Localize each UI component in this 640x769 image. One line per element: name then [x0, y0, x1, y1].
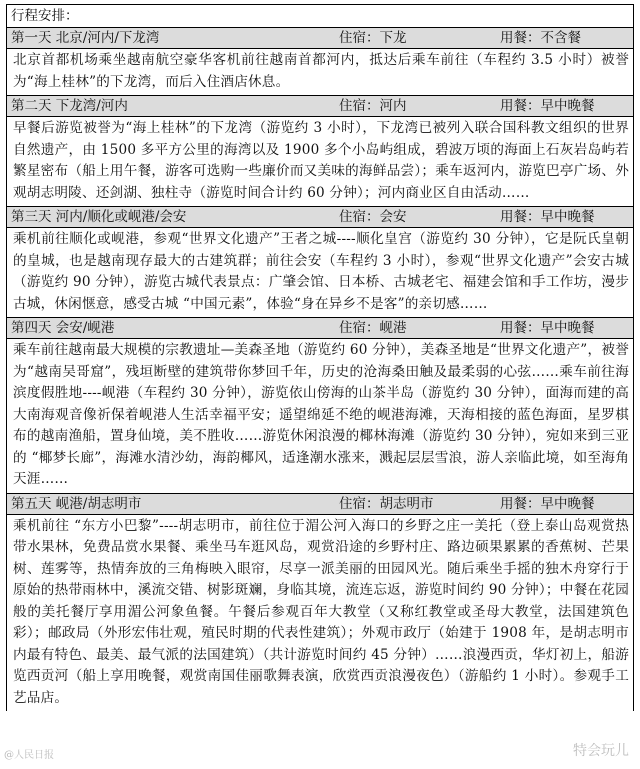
day-accommodation: 住宿：河内 [339, 98, 407, 114]
day-meals: 用餐：不含餐 [500, 30, 581, 46]
day-section [6, 95, 634, 206]
day-description-text: 北京首都机场乘坐越南航空豪华客机前往越南首都河内，抵达后乘车前往（车程约 3.5 小时）被誉为“海上桂林”的下龙湾，而后入住酒店休息。 [13, 52, 629, 90]
day-description-text: 早餐后游览被誉为“海上桂林”的下龙湾（游览约 3 小时），下龙湾已被列入联合国科教文组织的世界自然遗产，由 1500 多平方公里的海湾以及 1900 多个小岛屿组成，碧波万顷的海面上石灰岩岛屿若繁星密布（船上用午餐，游客可选购一些廉价而又美味的海鲜品尝）；乘车返河内，游览巴亭广场、外观胡志明陵、还剑湖、独柱寺（游览时间合计约 60 分钟）；河内商业区自由活动…… [13, 120, 629, 201]
itinerary-title: 行程安排： [6, 4, 634, 27]
day-description [6, 49, 634, 95]
day-header [6, 317, 634, 339]
day-section [6, 206, 634, 317]
day-description-text: 乘车前往越南最大规模的宗教遗址—美森圣地（游览约 60 分钟），美森圣地是“世界文化遗产”，被誉为“越南吴哥窟”，残垣断壁的建筑带你梦回千年，历史的沧海桑田触及最柔弱的心弦……乘车前往海滨度假胜地----岘港（车程约 30 分钟），游览依山傍海的山茶半岛（游览约 30 分钟），面海而建的高大南海观音像祈保着岘港人生活幸福平安；遥望绵延不绝的岘港海滩，天海相接的蓝色海面，星罗棋布的越南渔船，置身仙境，美不胜收……游览休闲浪漫的椰林海滩（游览约 30 分钟），宛如来到三亚的 “椰梦长廊”，海滩水清沙幼，海韵椰风，适逢潮水涨来，溅起层层雪浪，游人亲临此境，如至海角天涯…… [13, 342, 629, 487]
day-title: 第四天 会安/岘港 [11, 320, 115, 336]
day-meals: 用餐：早中晚餐 [500, 209, 595, 225]
day-meals: 用餐：早中晚餐 [500, 98, 595, 114]
day-title: 第一天 北京/河内/下龙湾 [11, 30, 160, 46]
day-title: 第五天 岘港/胡志明市 [11, 495, 142, 512]
day-accommodation: 住宿：会安 [339, 209, 407, 225]
day-description-text: 乘机前往顺化或岘港，参观“世界文化遗产”王者之城----顺化皇宫（游览约 30 分钟），它是阮氏皇朝的皇城，也是越南现存最大的古建筑群；前往会安（车程约 3 小时），参观“世界文化遗产”会安古城（游览约 90 分钟），游览古城代表景点：广肇会馆、日本桥、古城老宅、福建会馆和手工作坊，漫步古城，休闲惬意，感受古城 “中国元素”，体验“身在异乡不是客”的亲切感…… [13, 231, 629, 312]
day-description [6, 228, 634, 317]
day-title: 第二天 下龙湾/河内 [11, 98, 128, 114]
day-section [6, 317, 634, 493]
day-accommodation: 住宿：岘港 [339, 320, 407, 336]
day-meals: 用餐：早中晚餐 [500, 320, 595, 336]
itinerary-table [6, 4, 634, 711]
day-description [6, 515, 634, 712]
day-title: 第三天 河内/顺化或岘港/会安 [11, 209, 187, 225]
day-accommodation: 住宿：下龙 [339, 30, 407, 46]
day-section [6, 493, 634, 712]
day-accommodation: 住宿：胡志明市 [339, 495, 434, 512]
day-description-text: 乘机前往 “东方小巴黎”----胡志明市，前往位于湄公河入海口的乡野之庄一美托（登上泰山岛观赏热带水果林，免费品赏水果餐、乘坐马车逛风岛，观赏沿途的乡野村庄、路边硕果累累的香蕉树、芒果树、莲雾等，热情奔放的三角梅映入眼帘，尽享一派美丽的田园风光。随后乘坐手摇的独木舟穿行于原始的热带雨林中，溪流交错、树影斑斓，身临其境，流连忘返，游览时间约 90 分钟）；中餐在花园般的美托餐厅享用湄公河象鱼餐。午餐后参观百年大教堂（又称红教堂或圣母大教堂，法国建筑色彩）；邮政局（外形宏伟壮观，殖民时期的代表性建筑）；外观市政厅（始建于 1908 年，是胡志明市内最有特色、最美、最气派的法国建筑）（共计游览时间约 45 分钟）……浪漫西贡，华灯初上，船游览西贡河（船上享用晚餐，观赏南国佳丽歌舞表演，欣赏西贡浪漫夜色）（游船约 1 小时）。参观手工艺品店。 [13, 517, 629, 706]
day-meals: 用餐：早中晚餐 [500, 495, 595, 512]
day-description [6, 339, 634, 493]
day-description [6, 117, 634, 206]
account-watermark: 特会玩儿 [570, 740, 632, 760]
source-watermark: @人民日报 [4, 750, 54, 761]
day-header [6, 493, 634, 515]
day-header [6, 27, 634, 49]
day-section [6, 27, 634, 95]
day-header [6, 95, 634, 117]
day-header [6, 206, 634, 228]
